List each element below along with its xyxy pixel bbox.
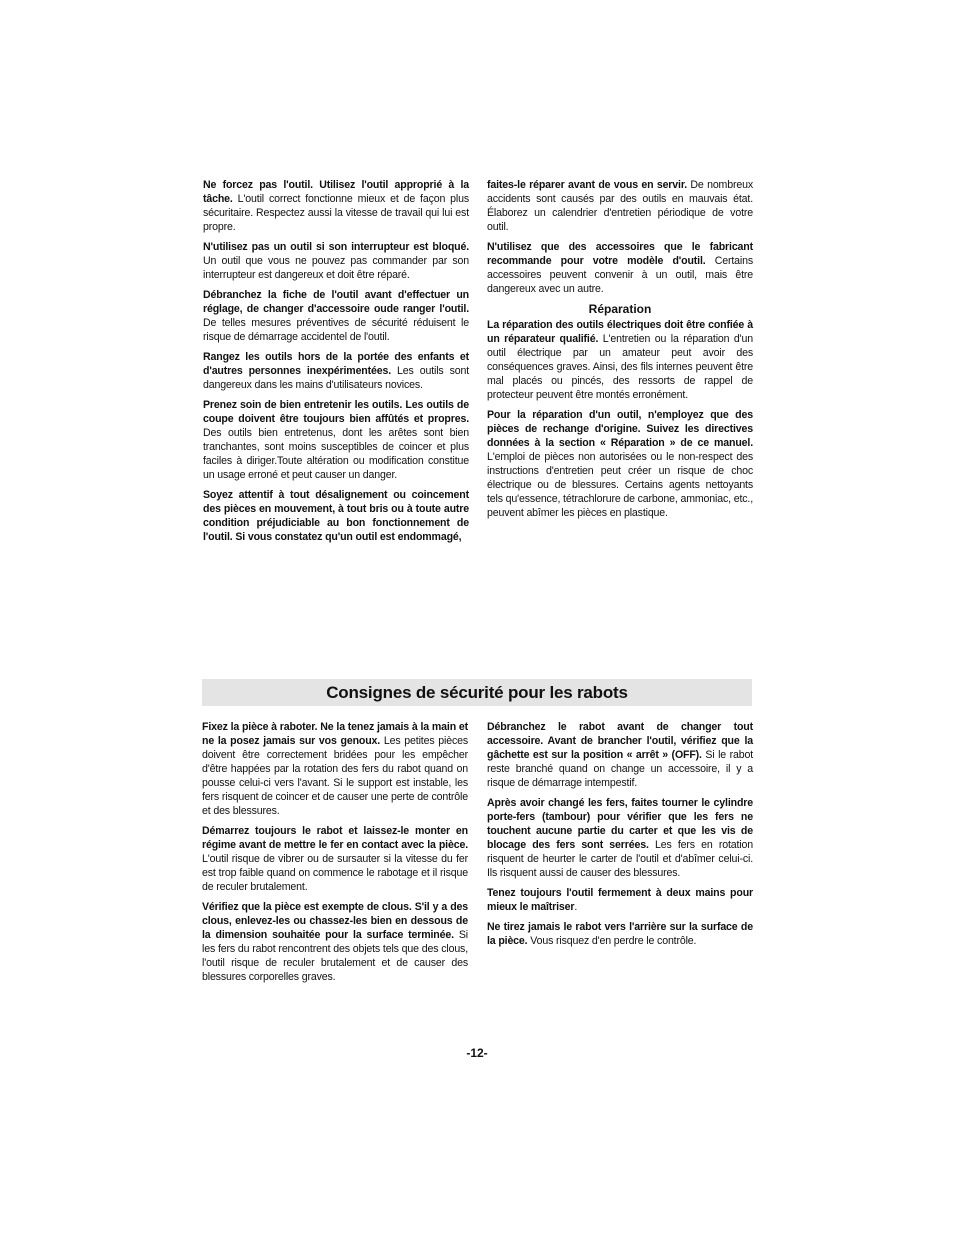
body-text: Si les fers du rabot rencontrent des objets tels que des clous, l'outil risque de reculer brutalement et de causer des blessures corporelles graves. <box>202 929 468 983</box>
body-text: Un outil que vous ne pouvez pas commander par son interrupteur est dangereux et doit être réparé. <box>203 255 469 281</box>
bold-lead: faites-le réparer avant de vous en servir. <box>487 179 687 191</box>
bold-lead: Prenez soin de bien entretenir les outils. Les outils de coupe doivent être toujours bien affûtés et propres. <box>203 399 469 425</box>
body-text: . <box>574 901 578 913</box>
body-text: L'entretien ou la réparation d'un outil électrique par un amateur peut avoir des conséquences graves. Ainsi, des fils internes peuvent être mal placés ou pincés, des ressorts de rappel de protecteur peuvent être montés erronément. <box>487 333 754 401</box>
body-text: Certains accessoires peuvent convenir à un outil, mais être dangereux avec un autre. <box>487 255 753 295</box>
paragraph <box>202 720 468 818</box>
bold-lead: Fixez la pièce à raboter. Ne la tenez jamais à la main et ne la posez jamais sur vos genoux. <box>202 721 468 747</box>
bold-lead: Soyez attentif à tout désalignement ou coincement des pièces en mouvement, à tout bris ou à toute autre condition préjudiciable au bon fonctionnement de l'outil. Si vous constatez qu'un outil est endommagé, <box>203 489 469 543</box>
body-text: De nombreux accidents sont causés par des outils en mauvais état. Élaborez un calendrier d'entretien périodique de votre outil. <box>487 179 753 233</box>
bold-lead: Débranchez la fiche de l'outil avant d'effectuer un réglage, de changer d'accessoire oude ranger l'outil. <box>203 289 469 315</box>
section-title: Consignes de sécurité pour les rabots <box>202 679 752 706</box>
paragraph <box>487 318 753 402</box>
paragraph <box>487 796 753 880</box>
bold-lead: Débranchez le rabot avant de changer tout accessoire. Avant de brancher l'outil, vérifiez que la gâchette est sur la position « arrêt » (OFF). <box>487 721 753 761</box>
body-text: L'outil correct fonctionne mieux et de façon plus sécuritaire. Respectez aussi la vitesse de travail qui lui est propre. <box>203 193 469 233</box>
top-right-column <box>487 178 753 526</box>
body-text: Des outils bien entretenus, dont les arêtes sont bien tranchantes, sont moins susceptibles de coincer et plus faciles à diriger.Toute altération ou modification constitue un usage erroné et peut causer un danger. <box>203 427 469 481</box>
paragraph <box>487 720 753 790</box>
page-number: -12- <box>466 1046 488 1060</box>
paragraph <box>203 350 469 392</box>
paragraph <box>203 288 469 344</box>
paragraph <box>487 408 753 520</box>
paragraph <box>487 920 753 948</box>
paragraph <box>487 886 753 914</box>
bold-lead: N'utilisez pas un outil si son interrupteur est bloqué. <box>203 241 469 253</box>
paragraph <box>203 398 469 482</box>
paragraph <box>202 900 468 984</box>
bold-lead: N'utilisez que des accessoires que le fabricant recommande pour votre modèle d'outil. <box>487 241 753 267</box>
body-text: Les outils sont dangereux dans les mains d'utilisateurs novices. <box>203 365 469 391</box>
paragraph <box>487 240 753 296</box>
body-text: L'emploi de pièces non autorisées ou le non-respect des instructions d'entretien peut créer un risque de choc électrique ou de blessures. Certains agents nettoyants tels qu'essence, tétrachlorure de carbone, ammoniac, etc., peuvent abîmer les pièces en plastique. <box>487 451 753 519</box>
top-left-column <box>203 178 469 550</box>
body-text: Les fers en rotation risquent de heurter le carter de l'outil et d'abîmer celui-ci. Ils risquent aussi de causer des blessures. <box>487 839 753 879</box>
paragraph <box>203 178 469 234</box>
bold-lead: Ne forcez pas l'outil. Utilisez l'outil approprié à la tâche. <box>203 179 469 205</box>
bold-lead: Vérifiez que la pièce est exempte de clous. S'il y a des clous, enlevez-les ou chassez-les bien en dessous de la dimension souhaitée pour la surface terminée. <box>202 901 468 941</box>
bold-lead: Ne tirez jamais le rabot vers l'arrière sur la surface de la pièce. <box>487 921 753 947</box>
paragraph <box>202 824 468 894</box>
body-text: Vous risquez d'en perdre le contrôle. <box>527 935 697 947</box>
bottom-right-column <box>487 720 753 954</box>
bold-lead: Démarrez toujours le rabot et laissez-le monter en régime avant de mettre le fer en contact avec la pièce. <box>202 825 468 851</box>
paragraph <box>203 240 469 282</box>
bold-lead: Après avoir changé les fers, faites tourner le cylindre porte-fers (tambour) pour vérifier que les fers ne touchent aucune partie du carter et que les vis de blocage des fers sont serrées. <box>487 797 753 851</box>
subheading-reparation: Réparation <box>588 302 652 316</box>
body-text: Les petites pièces doivent être correctement bridées pour les empêcher d'être happées par la rotation des fers du rabot quand on pousse celui-ci vers l'avant. Si le support est instable, les fers risquent de coincer et de causer une perte de contrôle et des blessures. <box>202 735 468 817</box>
body-text: Si le rabot reste branché quand on change un accessoire, il y a risque de démarrage intempestif. <box>487 749 753 789</box>
bold-lead: Tenez toujours l'outil fermement à deux mains pour mieux le maîtriser <box>487 887 753 913</box>
body-text: De telles mesures préventives de sécurité réduisent le risque de démarrage accidentel de l'outil. <box>203 317 469 343</box>
bold-lead: La réparation des outils électriques doit être confiée à un réparateur qualifié. <box>487 319 753 345</box>
bottom-left-column <box>202 720 468 990</box>
paragraph <box>203 488 469 544</box>
bold-lead: Rangez les outils hors de la portée des enfants et d'autres personnes inexpérimentées. <box>203 351 469 377</box>
paragraph <box>487 178 753 234</box>
bold-lead: Pour la réparation d'un outil, n'employez que des pièces de rechange d'origine. Suivez les directives données à la section « Réparation » de ce manuel. <box>487 409 753 449</box>
body-text: L'outil risque de vibrer ou de sursauter si la vitesse du fer est trop faible quand on commence le rabotage et il risque de reculer brutalement. <box>202 853 468 893</box>
